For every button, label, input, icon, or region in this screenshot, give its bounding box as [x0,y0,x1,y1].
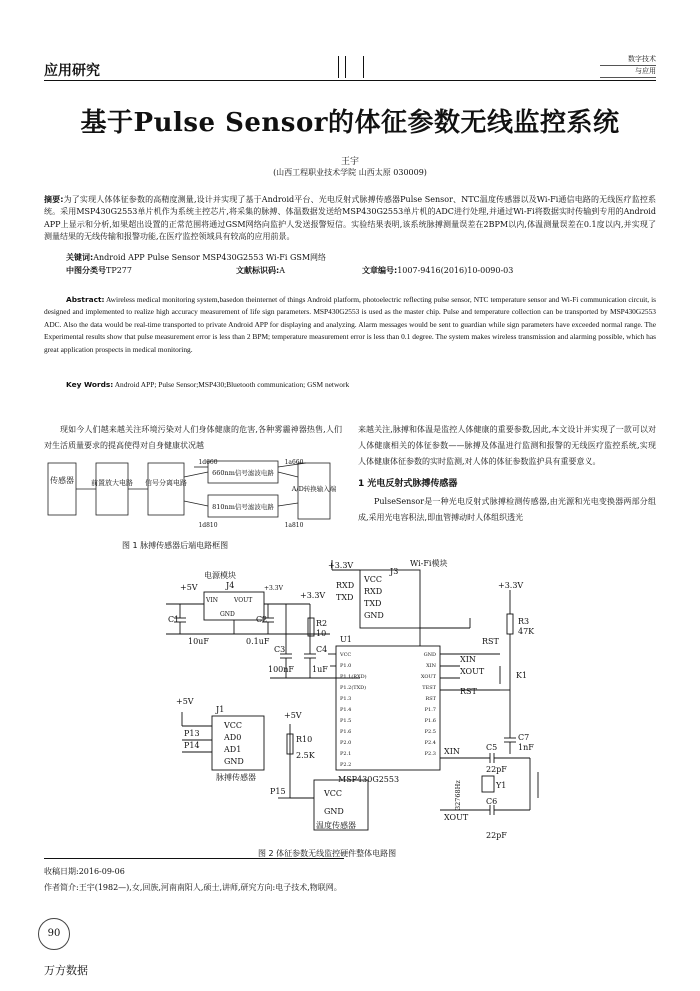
abstract-en-text: Awireless medical monitoring system,basedon theinternet of things Android platform, photoelectric reflecting pulse sensor, NTC temperature sensor and Wi-Fi communication circuit, is designed and implemented to realize high accuracy measurement of life sign parameters. MSP430G2553 is used as the master chip. Pulse and temperature collection can be transported by MSP430G2553 ADC. Also the data would be real-time transported to private Android APP for displaying and analyzing. Alarm messages would be sent to guardian while sign parameters have exceeded normal range. The Experimental results show that pulse measurement error is less than 2 BPM; temperature measurement error is less than 0.1 degree. The system makes wireless transmission and alarming possible, which has great application prospects in medical monitoring. [44,295,656,354]
fig2-j3: J3 [390,567,399,576]
fig2-c3v: 100nF [268,665,294,674]
keywords-en [66,380,349,389]
fig2-power-label: 电源模块 [204,571,236,580]
figure1-diagram [44,455,342,545]
logo-bottom: 与应用 [600,66,656,78]
fig2-r2-label: R2 [316,619,328,628]
fig2-v33c: +3.3V [328,561,354,570]
source-watermark: 万方数据 [44,964,88,977]
figure2-schematic [160,558,550,842]
mcu-left-pin: VCC [340,652,352,658]
fig2-j4: J4 [226,581,235,590]
mcu-left-pin: P1.2(TXD) [340,685,367,691]
fig2-y1: Y1 [496,781,507,790]
fig2-xout-mcu: XOUT [460,667,485,676]
fig2-rxd-net: RXD [336,581,355,590]
fig2-mcu: MSP430G2553 [338,775,400,784]
fig2-r3v: 47K [518,627,535,636]
fig2-xin: XIN [444,747,460,756]
mcu-left-pin: P1.4 [340,707,352,713]
doc-label: 文献标识码: [236,266,280,275]
author-bio: 作者简介:王宇(1982—),女,回族,河南南阳人,硕士,讲师,研究方向:电子技术,物联网。 [44,883,342,892]
fig2-c2: C2 [256,615,268,624]
fig2-c1v: 10uF [188,637,209,646]
fig2-rxd-wifi: RXD [364,587,383,596]
fig1-sensor-label [50,475,74,485]
fig2-c5: C5 [486,743,498,752]
header-decoration [338,56,364,78]
fig1-ad-label: A/D转换输入端 [291,485,337,493]
fig2-gnd-j1: GND [224,757,244,766]
author: 王宇 [340,157,359,167]
mcu-right-pin: P1.7 [424,707,436,713]
fig2-j1: J1 [216,705,225,714]
fig1-sensor-t: 传感器 [50,476,74,485]
mcu-right-pin: TEST [422,685,436,691]
mcu-right-pin: P1.6 [424,718,436,724]
fig2-ad1: AD1 [224,745,242,754]
mcu-right-pin: XOUT [420,674,436,680]
fig2-c3: C3 [274,645,286,654]
fig2-c4v: 1uF [312,665,328,674]
paper-title: 基于Pulse Sensor的体征参数无线监控系统 [80,108,620,138]
fig2-p14-left: P14 [184,741,200,750]
article-value: 1007-9416(2016)10-0090-03 [397,266,514,275]
fig2-c1: C1 [168,615,180,624]
mcu-right-pin: P2.3 [424,751,436,757]
fig2-r2v: 10 [316,629,327,638]
fig1-filter810-label: 810nm信号滤波电路 [212,503,274,511]
fig2-v5b: +5V [176,697,194,706]
logo-top: 数字技术 [600,54,656,66]
mcu-right-pin: P2.4 [424,740,436,746]
figure1-caption: 图 1 脉搏传感器后端电路框图 [122,541,229,550]
right-column [358,422,656,526]
fig1-filter660-label: 660nm信号滤波电路 [212,469,274,477]
fig2-temp-label: 温度传感器 [316,821,356,830]
mcu-right-pin: P2.5 [424,729,436,735]
clc-value: TP277 [106,266,132,275]
fig2-pulse-label: 脉搏传感器 [216,773,256,782]
classification-row [66,265,656,276]
keywords-cn [66,252,326,263]
fig1-l4: 1a810 [284,522,304,529]
fig2-wifi-label: Wi-Fi模块 [410,559,448,568]
fig2-vin: VIN [206,597,218,604]
fig1-l3: 1d810 [198,522,218,529]
mcu-left-pin: P1.1(RXD) [340,674,367,680]
fig2-xtal: 32768Hz [454,780,462,810]
fig2-v33a: +3.3V [264,585,283,592]
mcu-left-pin: P1.6 [340,729,352,735]
mcu-left-pin: P1.3 [340,696,352,702]
fig2-r3: R3 [518,617,530,626]
fig1-split-box [148,463,184,515]
footer-rule [44,858,344,859]
keywords-cn-text: Android APP Pulse Sensor MSP430G2553 Wi-Fi GSM网络 [93,253,327,262]
mcu-left-pin: P2.2 [340,762,352,768]
fig2-p15: P15 [270,787,286,796]
fig2-v33d: +3.3V [498,581,524,590]
affiliation: (山西工程职业技术学院 山西太原 030009) [273,168,427,177]
header-rule [44,80,656,81]
mcu-right-pin: RST [425,696,436,702]
fig2-r10: R10 [296,735,313,744]
fig2-txd-net: TXD [336,593,354,602]
fig2-vcc-wifi: VCC [364,575,383,584]
figure2-caption: 图 2 体征参数无线监控硬件整体电路图 [258,849,397,858]
fig2-vcc-j1: VCC [224,721,243,730]
intro-right: 来越关注,脉搏和体温是监控人体健康的重要参数,因此,本文设计并实现了一款可以对人体健康相关的体征参数——脉搏及体温进行监测和报警的无线医疗监控系统,实现人体健康体征参数的实时监测,对人体的体征参数监护具有重要意义。 [358,425,656,466]
section1-text: PulseSensor是一种光电反射式脉搏检测传感器,由光源和光电变换器两部分组成,采用光电容积法,即血管搏动时人体组织透光 [358,497,656,522]
abstract-cn [44,194,656,244]
article-label: 文章编号: [362,266,398,275]
fig2-r2 [308,618,314,636]
section-label: 应用研究 [44,63,100,79]
fig1-split-label: 信号分离电路 [145,479,187,487]
abstract-cn-label: 摘要: [44,195,64,204]
journal-logo [600,54,656,80]
fig2-gnd-wifi: GND [364,611,384,620]
keywords-cn-label: 关键词: [66,253,94,262]
fig1-l2: 1a660 [284,459,304,466]
received-date: 收稿日期:2016-09-06 [44,867,125,876]
abstract-cn-text: 为了实现人体体征参数的高精度测量,设计并实现了基于Android平台、光电反射式脉搏传感器Pulse Sensor、NTC温度传感器以及Wi-Fi通信电路的无线医疗监控系统。采用MSP430G2553单片机作为系统主控芯片,将采集的脉搏、体温数据发送给MSP430G2553单片机的ADC进行处理,并通过Wi-Fi将数据实时传输到专用的Android APP上显示和分析,如果超出设置的正常范围将通过GSM网络向监护人发送报警短信。实验结果表明,该系统脉搏测量误差在2BPM以内,体温测量误差在0.1度以内,并实现了测量结果的无线传输和报警功能,在医疗监控领域具有较高的应用前景。 [44,195,656,242]
fig2-xin-mcu: XIN [460,655,476,664]
fig1-preamp-box [96,463,128,515]
mcu-right-pin: GND [423,652,436,658]
doc-value: A [279,266,285,275]
fig2-v33b: +3.3V [300,591,326,600]
fig2-v5c: +5V [284,711,302,720]
fig2-c4: C4 [316,645,328,654]
fig2-xout: XOUT [444,813,469,822]
fig2-txd-wifi: TXD [364,599,382,608]
fig2-c7v: 1nF [518,743,534,752]
fig2-gnd-j4: GND [220,611,235,618]
fig1-l1: 1d660 [198,459,218,466]
fig2-v5a: +5V [180,583,198,592]
fig2-gnd-temp: GND [324,807,344,816]
fig2-c6: C6 [486,797,498,806]
mcu-left-pin: P1.0 [340,663,352,669]
mcu-left-pin: P2.0 [340,740,352,746]
fig2-c5v: 22pF [486,765,507,774]
abstract-en [44,294,656,356]
intro-left: 现如今人们越来越关注环境污染对人们身体健康的危害,各种雾霾神器热售,人们对生活质量要求的提高使得对自身健康状况越 [44,425,342,450]
section1-heading: 1 光电反射式脉搏传感器 [358,479,458,489]
mcu-right-pin: XIN [426,663,436,669]
mcu-left-pin: P1.5 [340,718,352,724]
fig2-k1: K1 [516,671,528,680]
fig2-c6v: 22pF [486,831,507,840]
fig2-c2v: 0.1uF [246,637,270,646]
fig2-vcc-temp: VCC [324,789,343,798]
keywords-en-label: Key Words: [66,380,114,389]
fig2-ad0: AD0 [224,733,242,742]
fig2-r10v: 2.5K [296,751,315,760]
keywords-en-text: Android APP; Pulse Sensor;MSP430;Bluetooth communication; GSM network [113,380,350,389]
page-number: 90 [38,918,70,950]
fig2-rst-top: RST [482,637,499,646]
fig2-rst-mcu: RST [460,687,477,696]
clc-label: 中图分类号 [66,266,106,275]
fig2-vout: VOUT [234,597,253,604]
fig2-mcu-left-pins [339,652,367,768]
fig2-u1: U1 [340,635,352,644]
abstract-en-label: Abstract: [66,295,105,304]
fig2-c7: C7 [518,733,530,742]
fig2-p13-left: P13 [184,729,200,738]
fig2-mcu-right-pins [421,652,437,757]
fig1-preamp-label: 前置放大电路 [91,479,133,487]
fig1-sensor-box [48,463,76,515]
mcu-left-pin: P2.1 [340,751,352,757]
